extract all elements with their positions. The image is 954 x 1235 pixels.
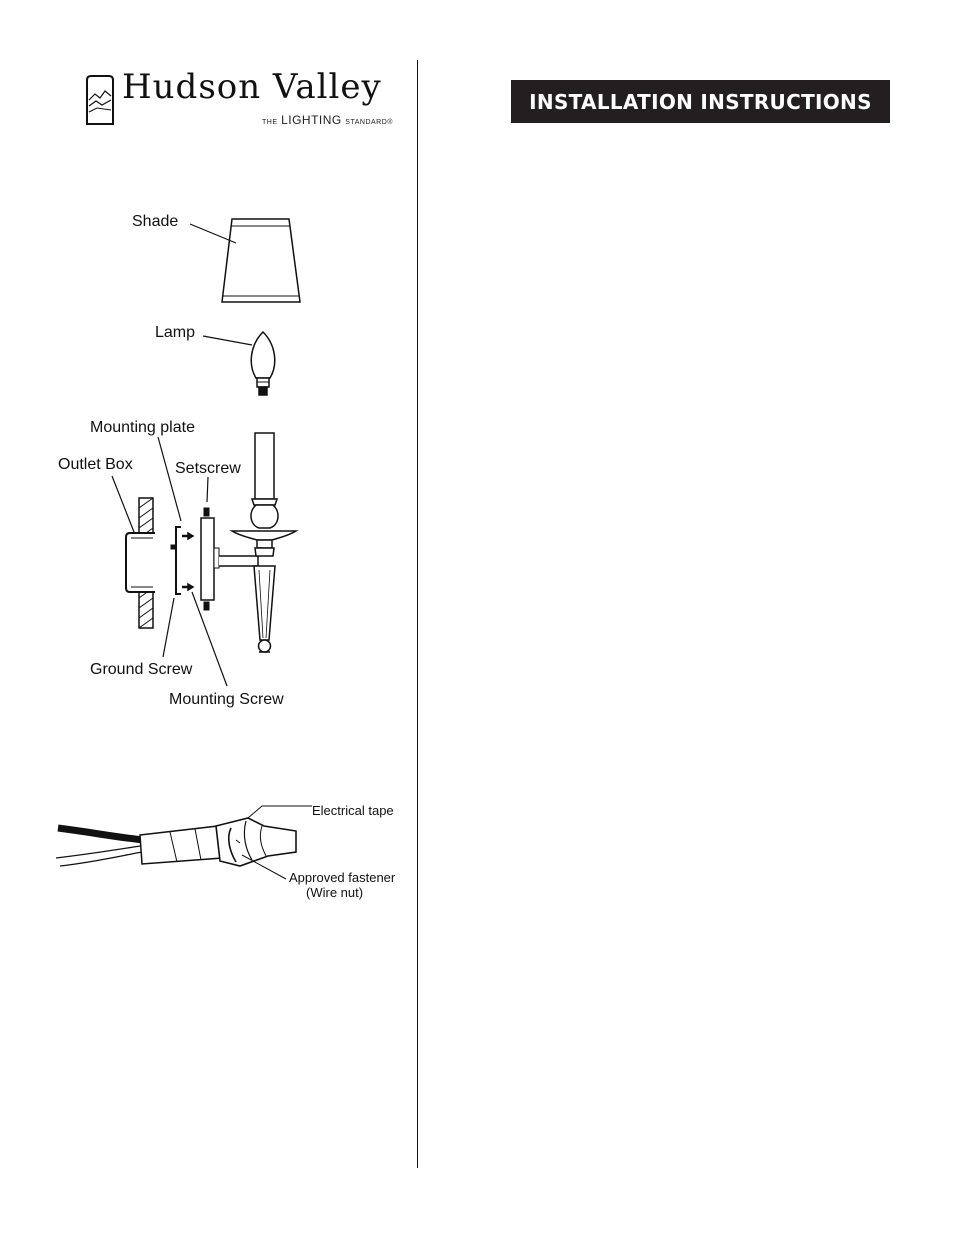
label-electrical-tape: Electrical tape [312,803,394,818]
label-wire-nut: (Wire nut) [306,885,364,900]
label-approved-fastener: Approved fastener [289,870,396,885]
label-lamp: Lamp [155,324,196,341]
brand-tagline-suffix: STANDARD® [345,119,393,126]
banner-title: INSTALLATION INSTRUCTIONS [529,89,872,114]
label-mounting-plate: Mounting plate [90,419,195,436]
brand-tagline-prefix: THE [262,119,278,126]
brand-tagline-main: LIGHTING [281,113,342,127]
brand-name: Hudson Valley [122,67,382,107]
label-setscrew: Setscrew [175,460,241,477]
label-outlet-box: Outlet Box [58,456,133,473]
label-shade: Shade [132,213,179,230]
label-ground-screw: Ground Screw [90,661,193,678]
label-mounting-screw: Mounting Screw [169,691,284,708]
